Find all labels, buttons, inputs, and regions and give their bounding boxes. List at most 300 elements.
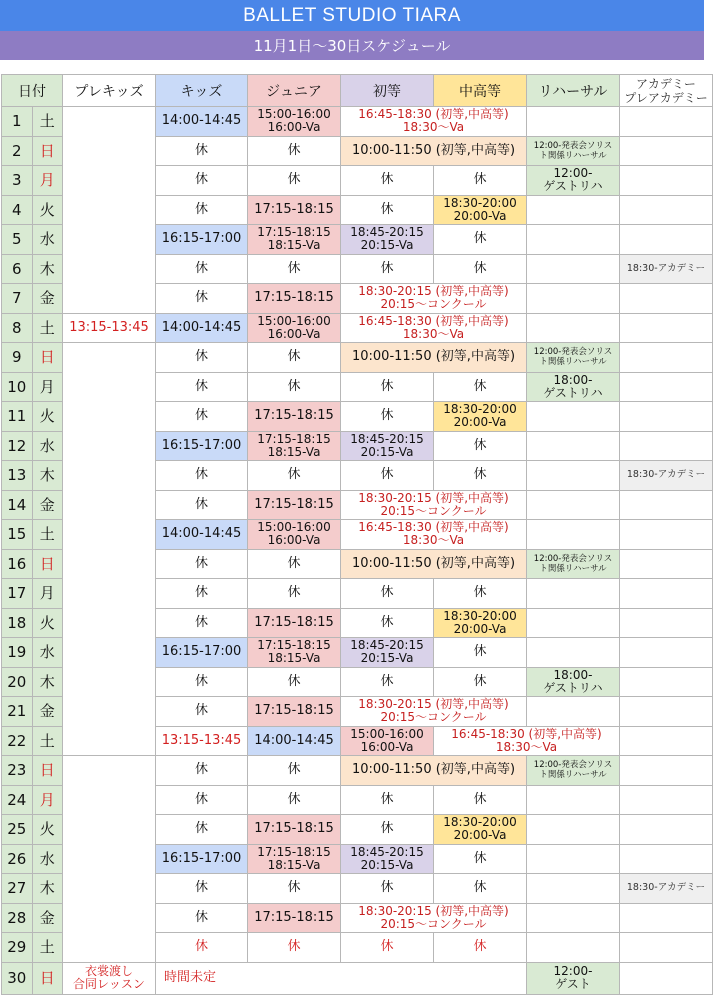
day-number: 7 xyxy=(2,284,33,314)
cell-line: 18:30-20:00 xyxy=(443,402,517,417)
cell-text: 休 xyxy=(380,260,394,276)
weekday: 木 xyxy=(32,254,63,284)
day-number: 26 xyxy=(2,844,33,874)
rehearsal-cell xyxy=(527,520,620,550)
cell-line: 休 xyxy=(287,260,301,276)
cell-line: 20:15〜コンクール xyxy=(380,297,487,312)
rehearsal-cell xyxy=(527,372,620,402)
cell-line: 20:00-Va xyxy=(453,621,507,636)
kids-cell: 休 xyxy=(156,284,248,314)
academy-cell: 18:30-アカデミー xyxy=(620,874,713,904)
cell-line: 休 xyxy=(287,939,301,955)
day-number: 29 xyxy=(2,933,33,963)
weekday: 水 xyxy=(32,225,63,255)
weekday: 土 xyxy=(32,726,63,756)
rehearsal-cell xyxy=(527,461,620,491)
kids-cell: 休 xyxy=(156,608,248,638)
junior-cell xyxy=(248,903,341,933)
junior-cell xyxy=(248,254,341,284)
cell-line: 休 xyxy=(473,644,487,660)
academy-cell xyxy=(620,785,713,815)
cell-line: 18:45-20:15 xyxy=(350,638,424,653)
kids-cell: 休 xyxy=(156,343,248,373)
academy-cell xyxy=(620,225,713,255)
rehearsal-cell xyxy=(527,756,620,786)
cell-line: 休 xyxy=(473,172,487,188)
cell-text: 休 xyxy=(380,378,394,394)
weekday: 土 xyxy=(32,107,63,137)
cell-line: 20:15-Va xyxy=(360,238,414,253)
prekids-cell: 13:15-13:45 xyxy=(156,726,248,756)
junior-cell xyxy=(248,608,341,638)
cell-line: 16:00-Va xyxy=(267,326,321,341)
weekday: 月 xyxy=(32,785,63,815)
cell-text: 休 xyxy=(380,172,394,188)
cell-line: 15:00-16:00 xyxy=(257,107,331,122)
shotou-cell xyxy=(341,195,434,225)
undecided-cell: 時間未定 xyxy=(156,962,527,994)
academy-cell xyxy=(620,372,713,402)
shotou-chukou-merged-cell xyxy=(341,520,527,550)
shotou-cell xyxy=(341,254,434,284)
table-row xyxy=(2,756,713,786)
rehearsal-cell xyxy=(527,933,620,963)
cell-line: 休 xyxy=(473,880,487,896)
academy-cell xyxy=(620,343,713,373)
cell-line: 20:15-Va xyxy=(360,444,414,459)
junior-cell xyxy=(248,402,341,432)
weekday: 火 xyxy=(32,815,63,845)
academy-cell xyxy=(620,284,713,314)
cell-text: 休 xyxy=(380,585,394,601)
academy-cell xyxy=(620,313,713,343)
rehearsal-cell xyxy=(527,549,620,579)
cell-line: 17:15-18:15 xyxy=(257,431,331,446)
cell-text: 12:00-発表会ソリスト関係リハーサル xyxy=(533,347,613,368)
kids-cell: 14:00-14:45 xyxy=(156,520,248,550)
cell-line: 18:45-20:15 xyxy=(350,225,424,240)
cell-line: 17:15-18:15 xyxy=(254,703,334,719)
cell-line: ゲスト xyxy=(555,977,591,991)
cell-line: 17:15-18:15 xyxy=(254,821,334,837)
rehearsal-cell xyxy=(620,726,713,756)
cell-line: 休 xyxy=(287,673,301,689)
cell-line: 20:15-Va xyxy=(360,857,414,872)
cell-line: 20:15〜コンクール xyxy=(380,710,487,725)
cell-line: 18:30〜Va xyxy=(495,739,558,754)
rehearsal-cell xyxy=(527,284,620,314)
day-number: 5 xyxy=(2,225,33,255)
junior-cell xyxy=(248,372,341,402)
kids-cell: 休 xyxy=(156,490,248,520)
chukou-cell xyxy=(434,638,527,668)
junior-cell xyxy=(248,136,341,166)
chukou-cell xyxy=(434,372,527,402)
junior-cell xyxy=(248,520,341,550)
cell-line: 衣裳渡し xyxy=(84,964,133,978)
cell-text: 12:00-発表会ソリスト関係リハーサル xyxy=(533,760,613,781)
kids-cell: 休 xyxy=(156,697,248,727)
day-number: 25 xyxy=(2,815,33,845)
cell-text: 休 xyxy=(380,880,394,896)
junior-cell xyxy=(341,726,434,756)
weekday: 水 xyxy=(32,638,63,668)
cell-line: 18:00- xyxy=(553,372,593,387)
weekday: 土 xyxy=(32,313,63,343)
table-row xyxy=(2,313,713,343)
shotou-cell xyxy=(341,815,434,845)
table-row xyxy=(2,962,713,994)
academy-cell xyxy=(620,549,713,579)
kids-cell: 16:15-17:00 xyxy=(156,638,248,668)
chukou-cell xyxy=(434,874,527,904)
day-number: 18 xyxy=(2,608,33,638)
kids-cell: 休 xyxy=(156,461,248,491)
shotou-cell xyxy=(341,667,434,697)
weekday: 金 xyxy=(32,903,63,933)
academy-cell xyxy=(620,608,713,638)
cell-line: 20:00-Va xyxy=(453,208,507,223)
cell-line: 10:00-11:50 (初等,中高等) xyxy=(351,349,516,365)
cell-line: 休 xyxy=(473,850,487,866)
junior-cell xyxy=(248,313,341,343)
academy-cell xyxy=(620,933,713,963)
shotou-cell xyxy=(341,638,434,668)
chukou-cell xyxy=(434,254,527,284)
chukou-cell xyxy=(434,608,527,638)
cell-line: 休 xyxy=(473,437,487,453)
table-row xyxy=(2,107,713,137)
cell-line: 12:00- xyxy=(553,166,593,181)
day-number: 1 xyxy=(2,107,33,137)
junior-cell xyxy=(248,785,341,815)
kids-cell: 16:15-17:00 xyxy=(156,844,248,874)
day-number: 3 xyxy=(2,166,33,196)
cell-line: 休 xyxy=(287,585,301,601)
weekday: 金 xyxy=(32,490,63,520)
header-academy-line1: アカデミー xyxy=(636,76,696,91)
cell-text: 休 xyxy=(380,201,394,217)
shotou-cell xyxy=(341,579,434,609)
cell-line: 16:45-18:30 (初等,中高等) xyxy=(358,313,509,328)
cell-line: 18:15-Va xyxy=(267,238,321,253)
cell-line: 休 xyxy=(287,555,301,571)
day-number: 14 xyxy=(2,490,33,520)
junior-cell xyxy=(248,549,341,579)
chukou-cell xyxy=(434,166,527,196)
day-number: 20 xyxy=(2,667,33,697)
shotou-chukou-merged-cell xyxy=(341,107,527,137)
weekday: 日 xyxy=(32,343,63,373)
cell-line: 18:15-Va xyxy=(267,444,321,459)
kids-cell: 休 xyxy=(156,372,248,402)
cell-line: 15:00-16:00 xyxy=(257,313,331,328)
cell-line: ゲストリハ xyxy=(543,385,603,400)
rehearsal-cell xyxy=(527,815,620,845)
cell-line: 休 xyxy=(287,378,301,394)
weekday: 水 xyxy=(32,844,63,874)
rehearsal-cell xyxy=(527,903,620,933)
shotou-cell xyxy=(341,461,434,491)
rehearsal-cell xyxy=(527,254,620,284)
weekday: 土 xyxy=(32,520,63,550)
academy-cell xyxy=(620,107,713,137)
weekday: 日 xyxy=(32,756,63,786)
cell-line: 18:30〜Va xyxy=(402,326,465,341)
prekids-cell xyxy=(63,107,156,314)
header-chukou: 中高等 xyxy=(434,75,527,107)
rehearsal-cell xyxy=(527,166,620,196)
header-academy-line2: プレアカデミー xyxy=(624,90,708,105)
academy-cell xyxy=(620,520,713,550)
cell-line: 18:30〜Va xyxy=(402,533,465,548)
rehearsal-cell xyxy=(527,402,620,432)
header-academy xyxy=(620,75,713,107)
shotou-cell xyxy=(341,933,434,963)
cell-line: 18:30-20:00 xyxy=(443,195,517,210)
weekday: 金 xyxy=(32,284,63,314)
kids-cell: 16:15-17:00 xyxy=(156,225,248,255)
schedule-subtitle: 11月1日〜30日スケジュール xyxy=(0,31,704,60)
shotou-chukou-merged-cell xyxy=(341,313,527,343)
rehearsal-cell xyxy=(527,579,620,609)
header-junior: ジュニア xyxy=(248,75,341,107)
day-number: 8 xyxy=(2,313,33,343)
cell-line: 18:15-Va xyxy=(267,651,321,666)
rehearsal-cell xyxy=(527,638,620,668)
shotou-chukou-merged-cell xyxy=(434,726,620,756)
junior-cell xyxy=(248,166,341,196)
academy-cell xyxy=(620,579,713,609)
shotou-cell xyxy=(341,225,434,255)
cell-line: ゲストリハ xyxy=(543,680,603,695)
rehearsal-cell xyxy=(527,136,620,166)
chukou-cell xyxy=(434,402,527,432)
shotou-chukou-merged-cell xyxy=(341,549,527,579)
cell-text: 休 xyxy=(380,791,394,807)
shotou-chukou-merged-cell xyxy=(341,284,527,314)
kids-cell: 休 xyxy=(156,402,248,432)
day-number: 9 xyxy=(2,343,33,373)
cell-line: 20:15〜コンクール xyxy=(380,503,487,518)
day-number: 16 xyxy=(2,549,33,579)
cell-line: 休 xyxy=(473,673,487,689)
header-rehearsal: リハーサル xyxy=(527,75,620,107)
weekday: 木 xyxy=(32,667,63,697)
cell-line: 18:45-20:15 xyxy=(350,431,424,446)
shotou-chukou-merged-cell xyxy=(341,697,527,727)
chukou-cell xyxy=(434,461,527,491)
day-number: 24 xyxy=(2,785,33,815)
kids-cell: 休 xyxy=(156,166,248,196)
junior-cell xyxy=(248,667,341,697)
kids-cell: 休 xyxy=(156,195,248,225)
day-number: 10 xyxy=(2,372,33,402)
cell-line: 休 xyxy=(473,791,487,807)
prekids-cell: 13:15-13:45 xyxy=(63,313,156,343)
junior-cell xyxy=(248,195,341,225)
cell-line: 17:15-18:15 xyxy=(254,201,334,217)
cell-line: 16:00-Va xyxy=(267,533,321,548)
prekids-cell xyxy=(63,756,156,963)
shotou-cell xyxy=(341,844,434,874)
prekids-cell xyxy=(63,343,156,756)
weekday: 月 xyxy=(32,579,63,609)
junior-cell xyxy=(248,431,341,461)
cell-text: 休 xyxy=(380,408,394,424)
day-number: 2 xyxy=(2,136,33,166)
shotou-cell xyxy=(341,372,434,402)
cell-line: 12:00- xyxy=(553,964,593,978)
junior-cell xyxy=(248,815,341,845)
junior-cell xyxy=(248,697,341,727)
cell-line: 休 xyxy=(287,172,301,188)
chukou-cell xyxy=(434,933,527,963)
day-number: 11 xyxy=(2,402,33,432)
academy-cell xyxy=(620,697,713,727)
cell-line: 18:30-20:15 (初等,中高等) xyxy=(358,697,509,712)
cell-text: 休 xyxy=(380,939,394,955)
cell-line: 16:00-Va xyxy=(360,739,414,754)
cell-line: 17:15-18:15 xyxy=(257,225,331,240)
rehearsal-cell xyxy=(527,844,620,874)
cell-line: 20:15-Va xyxy=(360,651,414,666)
junior-cell xyxy=(248,343,341,373)
cell-text: 休 xyxy=(380,673,394,689)
cell-line: 休 xyxy=(287,142,301,158)
cell-line: 18:00- xyxy=(553,667,593,682)
day-number: 21 xyxy=(2,697,33,727)
chukou-cell xyxy=(434,431,527,461)
academy-cell xyxy=(620,195,713,225)
academy-cell xyxy=(620,962,713,994)
cell-line: 16:45-18:30 (初等,中高等) xyxy=(451,726,602,741)
academy-cell: 18:30-アカデミー xyxy=(620,254,713,284)
kids-cell: 休 xyxy=(156,903,248,933)
kids-cell: 14:00-14:45 xyxy=(156,313,248,343)
rehearsal-cell xyxy=(527,874,620,904)
rehearsal-cell xyxy=(527,313,620,343)
academy-cell xyxy=(620,638,713,668)
cell-text: 12:00-発表会ソリスト関係リハーサル xyxy=(533,553,613,574)
cell-line: 休 xyxy=(473,260,487,276)
cell-line: 20:15〜コンクール xyxy=(380,916,487,931)
cell-line: 17:15-18:15 xyxy=(254,290,334,306)
day-number: 15 xyxy=(2,520,33,550)
rehearsal-cell xyxy=(527,490,620,520)
cell-line: 休 xyxy=(287,880,301,896)
cell-line: 17:15-18:15 xyxy=(254,909,334,925)
rehearsal-cell xyxy=(527,962,620,994)
academy-cell xyxy=(620,166,713,196)
cell-line: 18:30-20:00 xyxy=(443,608,517,623)
cell-line: 17:15-18:15 xyxy=(254,408,334,424)
weekday: 日 xyxy=(32,962,63,994)
cell-line: 17:15-18:15 xyxy=(254,496,334,512)
rehearsal-cell xyxy=(527,195,620,225)
cell-line: 15:00-16:00 xyxy=(350,726,424,741)
day-number: 17 xyxy=(2,579,33,609)
rehearsal-cell xyxy=(527,785,620,815)
cell-line: 20:00-Va xyxy=(453,828,507,843)
header-date: 日付 xyxy=(2,75,63,107)
junior-cell xyxy=(248,933,341,963)
weekday: 土 xyxy=(32,933,63,963)
cell-line: 17:15-18:15 xyxy=(254,614,334,630)
shotou-chukou-merged-cell xyxy=(341,756,527,786)
kids-cell: 休 xyxy=(156,136,248,166)
cell-line: 16:45-18:30 (初等,中高等) xyxy=(358,520,509,535)
cell-text: 休 xyxy=(380,821,394,837)
chukou-cell xyxy=(434,667,527,697)
day-number: 22 xyxy=(2,726,33,756)
day-number: 12 xyxy=(2,431,33,461)
weekday: 月 xyxy=(32,166,63,196)
weekday: 火 xyxy=(32,608,63,638)
kids-cell: 休 xyxy=(156,579,248,609)
kids-cell: 休 xyxy=(156,254,248,284)
cell-line: 18:30-20:15 (初等,中高等) xyxy=(358,490,509,505)
academy-cell xyxy=(620,667,713,697)
academy-cell xyxy=(620,402,713,432)
junior-cell xyxy=(248,756,341,786)
weekday: 火 xyxy=(32,402,63,432)
shotou-cell xyxy=(341,431,434,461)
cell-text: 休 xyxy=(380,614,394,630)
academy-cell: 18:30-アカデミー xyxy=(620,461,713,491)
header-prekids: プレキッズ xyxy=(63,75,156,107)
cell-line: 18:30〜Va xyxy=(402,120,465,135)
header-row xyxy=(2,75,713,107)
cell-line: 10:00-11:50 (初等,中高等) xyxy=(351,555,516,571)
day-number: 28 xyxy=(2,903,33,933)
chukou-cell xyxy=(434,844,527,874)
weekday: 金 xyxy=(32,697,63,727)
day-number: 4 xyxy=(2,195,33,225)
kids-cell: 休 xyxy=(156,785,248,815)
cell-line: ゲストリハ xyxy=(543,179,603,194)
rehearsal-cell xyxy=(527,608,620,638)
cell-text: 休 xyxy=(380,467,394,483)
cell-line: 10:00-11:50 (初等,中高等) xyxy=(351,762,516,778)
cell-line: 10:00-11:50 (初等,中高等) xyxy=(351,142,516,158)
rehearsal-cell xyxy=(527,697,620,727)
cell-line: 18:15-Va xyxy=(267,857,321,872)
day-number: 19 xyxy=(2,638,33,668)
rehearsal-cell xyxy=(527,667,620,697)
weekday: 木 xyxy=(32,874,63,904)
kids-cell: 休 xyxy=(156,549,248,579)
chukou-cell xyxy=(434,785,527,815)
junior-cell xyxy=(248,638,341,668)
studio-title: BALLET STUDIO TIARA xyxy=(0,0,704,31)
cell-line: 17:15-18:15 xyxy=(257,844,331,859)
shotou-chukou-merged-cell xyxy=(341,903,527,933)
schedule-body xyxy=(2,107,713,995)
junior-cell xyxy=(248,461,341,491)
academy-cell xyxy=(620,756,713,786)
cell-line: 17:15-18:15 xyxy=(257,638,331,653)
junior-cell xyxy=(248,107,341,137)
cell-line: 休 xyxy=(473,585,487,601)
academy-cell xyxy=(620,844,713,874)
cell-line: 休 xyxy=(287,791,301,807)
chukou-cell xyxy=(434,225,527,255)
kids-cell: 休 xyxy=(156,756,248,786)
cell-line: 休 xyxy=(473,939,487,955)
header-shotou: 初等 xyxy=(341,75,434,107)
academy-cell xyxy=(620,903,713,933)
